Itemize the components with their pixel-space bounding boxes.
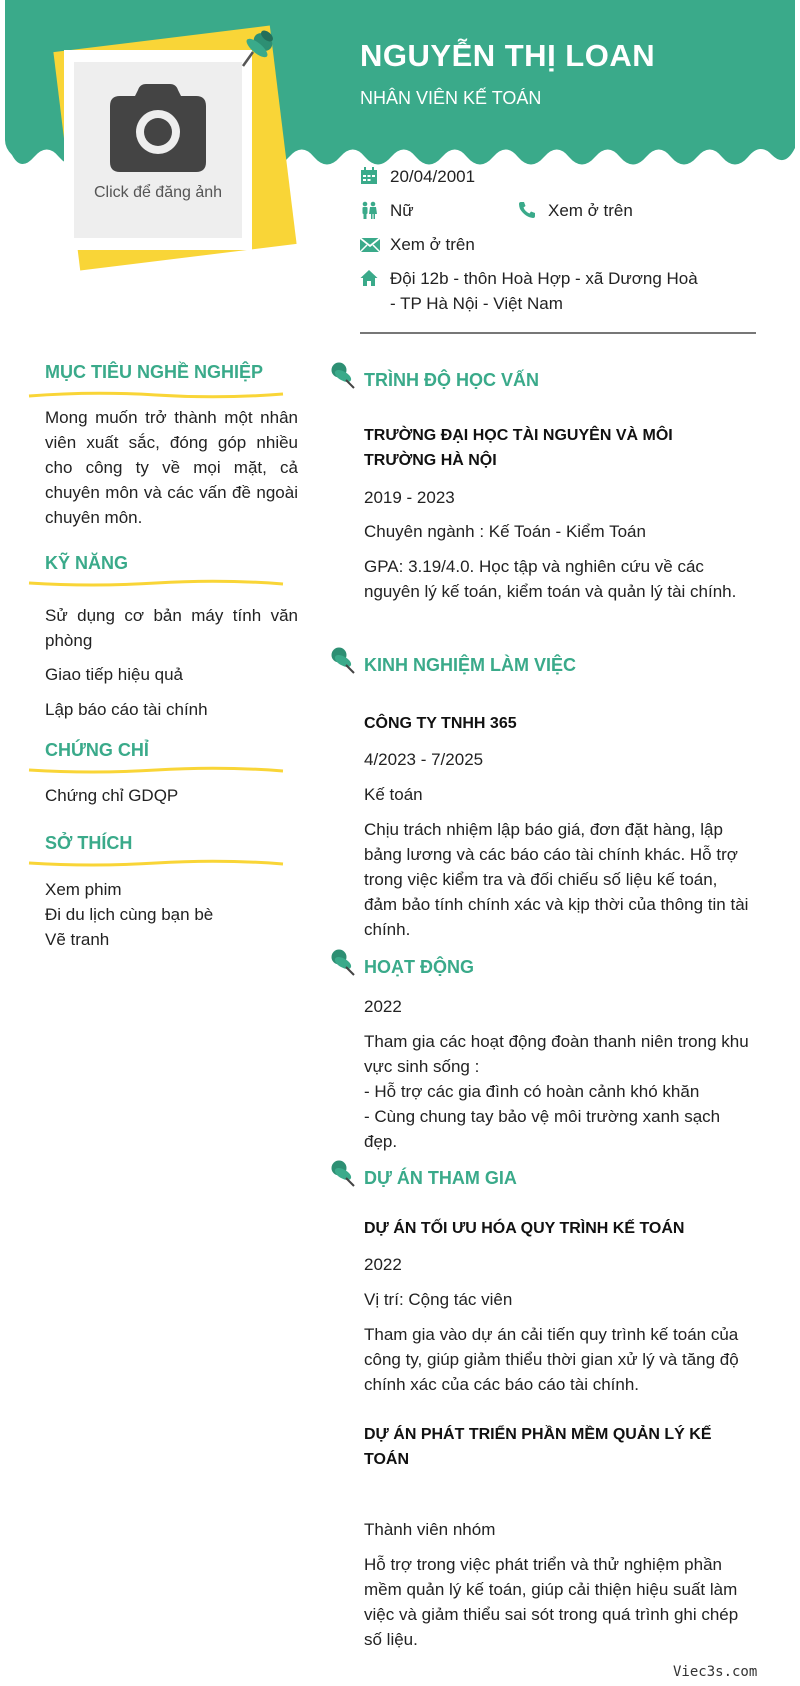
skill-item: Lập báo cáo tài chính [45,700,208,719]
certificate-item: Chứng chỉ GDQP [45,786,179,805]
hobbies-heading: SỞ THÍCH [45,833,133,853]
underline-squiggle [28,766,284,776]
address-value: Đội 12b - thôn Hoà Hợp - xã Dương Hoà - TP Hà Nội - Việt Nam [390,269,698,313]
education-heading: TRÌNH ĐỘ HỌC VẤN [364,370,539,390]
job-title: NHÂN VIÊN KẾ TOÁN [360,88,542,108]
profile-photo-area[interactable] [44,28,294,268]
phone-icon [518,198,548,226]
photo-frame [64,50,252,250]
skills-heading: KỸ NĂNG [45,553,129,573]
skill-item: Giao tiếp hiệu quả [45,665,183,684]
birthday-row [360,164,475,192]
photo-placeholder[interactable] [74,62,242,238]
education-description: GPA: 3.19/4.0. Học tập và nghiên cứu về các nguyên lý kế toán, kiểm toán và quản lý tài chính. [364,557,737,601]
calendar-icon [360,164,390,192]
project-name: DỰ ÁN PHÁT TRIỂN PHẦN MỀM QUẢN LÝ KẾ TOÁN [364,1426,712,1468]
project-year: 2022 [364,1255,402,1274]
email-value[interactable]: Xem ở trên [390,235,475,254]
underline-squiggle [28,390,284,400]
education-major: Chuyên ngành : Kế Toán - Kiểm Toán [364,522,646,541]
project-description: Hỗ trợ trong việc phát triển và thử nghiệm phần mềm quản lý kế toán, giúp cải thiện hiệu suất làm việc và giảm thiểu sai sót trong quá trình ghi chép số liệu. [364,1555,739,1649]
experience-period: 4/2023 - 7/2025 [364,750,484,769]
skill-item: Sử dụng cơ bản máy tính văn phòng [45,606,298,650]
phone-row [518,198,633,226]
activities-heading: HOẠT ĐỘNG [364,957,474,977]
activity-year: 2022 [364,997,402,1016]
pushpin-icon [239,26,279,75]
pushpin-icon [330,647,356,680]
experience-description: Chịu trách nhiệm lập báo giá, đơn đặt hàng, lập bảng lương và các báo cáo tài chính khác. Hỗ trợ trong việc kiểm tra và đối chiếu số liệu kế toán, đảm bảo tính chính xác và kịp thời của thông tin tài chính. [364,820,749,939]
projects-heading: DỰ ÁN THAM GIA [364,1168,517,1188]
phone-value[interactable]: Xem ở trên [548,201,633,220]
experience-position: Kế toán [364,785,423,804]
camera-icon [108,82,208,182]
underline-squiggle [28,859,284,869]
hobby-item: Vẽ tranh [45,930,110,949]
contact-divider [360,332,756,334]
experience-heading: KINH NGHIỆM LÀM VIỆC [364,655,577,675]
project-name: DỰ ÁN TỐI ƯU HÓA QUY TRÌNH KẾ TOÁN [364,1220,685,1237]
pushpin-icon [330,949,356,982]
underline-squiggle [28,579,284,589]
project-description: Tham gia vào dự án cải tiến quy trình kế toán của công ty, giúp giảm thiểu thời gian xử lý và tăng độ chính xác của các báo cáo tài chính. [364,1325,739,1394]
certificates-heading: CHỨNG CHỈ [45,740,149,760]
pushpin-icon [330,1160,356,1193]
gender-value: Nữ [390,201,414,220]
birthday-value: 20/04/2001 [390,167,476,186]
home-icon [360,266,390,294]
gender-row [360,198,414,226]
pushpin-icon [330,362,356,395]
photo-upload-label: Click để đăng ảnh [93,184,223,201]
company-name: CÔNG TY TNHH 365 [364,715,517,732]
candidate-name: NGUYỄN THỊ LOAN [360,38,656,73]
activity-description: Tham gia các hoạt động đoàn thanh niên trong khu vực sinh sống : - Hỗ trợ các gia đình có hoàn cảnh khó khăn - Cùng chung tay bảo vệ môi trường xanh sạch đẹp. [364,1032,749,1151]
career-goal-text: Mong muốn trở thành một nhân viên xuất sắc, đóng góp nhiều cho công ty về mọi mặt, cả chuyên môn và các vấn đề ngoài chuyên môn. [45,408,298,527]
education-period: 2019 - 2023 [364,488,455,507]
project-role: Thành viên nhóm [364,1520,496,1539]
career-goal-heading: MỤC TIÊU NGHỀ NGHIỆP [45,362,264,382]
address-row [360,266,700,316]
project-role: Vị trí: Cộng tác viên [364,1290,513,1309]
envelope-icon [360,232,390,260]
email-row [360,232,475,260]
gender-icon [360,198,390,226]
school-name: TRƯỜNG ĐẠI HỌC TÀI NGUYÊN VÀ MÔI TRƯỜNG HÀ NỘI [364,427,673,469]
site-watermark: Viec3s.com [673,1664,758,1680]
hobby-item: Đi du lịch cùng bạn bè [45,905,214,924]
hobby-item: Xem phim [45,880,122,899]
